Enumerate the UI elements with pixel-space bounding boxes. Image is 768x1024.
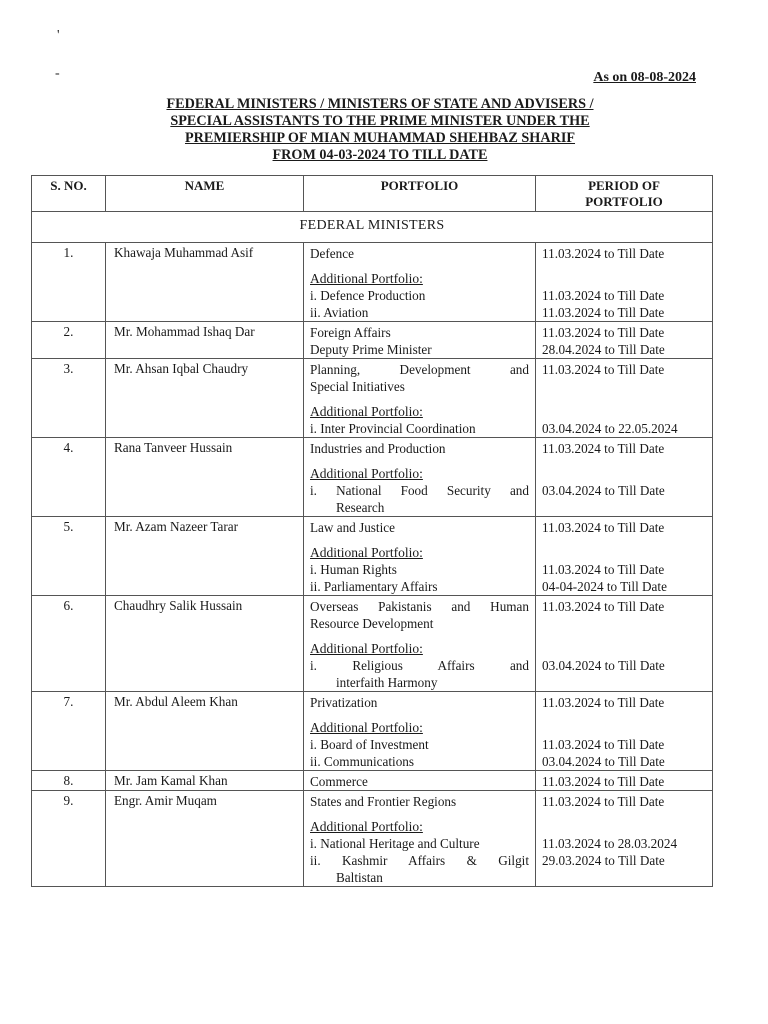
title-line-2: SPECIAL ASSISTANTS TO THE PRIME MINISTER UNDER THE xyxy=(170,113,590,129)
row-portfolio xyxy=(304,438,536,517)
ministers-table xyxy=(31,175,713,887)
row-name: Engr. Amir Muqam xyxy=(106,791,304,887)
portfolio-main: Commerce xyxy=(310,774,368,789)
portfolio-additional-1: i. Board of Investment xyxy=(310,737,429,752)
period-additional-1: 11.03.2024 to Till Date xyxy=(542,288,665,303)
section-title: FEDERAL MINISTERS xyxy=(32,212,713,243)
portfolio-additional-1: i. Religious Affairs and xyxy=(310,658,529,673)
row-period xyxy=(536,517,713,596)
row-portfolio xyxy=(304,359,536,438)
table-row xyxy=(32,596,713,692)
row-sno: 2. xyxy=(32,322,106,359)
title-line-4: FROM 04-03-2024 TO TILL DATE xyxy=(272,147,488,163)
portfolio-additional-1: i. Inter Provincial Coordination xyxy=(310,421,476,436)
period-additional-2: 11.03.2024 to Till Date xyxy=(542,305,665,320)
header-period-line-1: PERIOD OF xyxy=(588,178,660,193)
period-additional-2: 29.03.2024 to Till Date xyxy=(542,853,665,868)
portfolio-main: Defence xyxy=(310,246,354,261)
period-main: 11.03.2024 to Till Date xyxy=(542,325,665,340)
period-additional-1: 03.04.2024 to Till Date xyxy=(542,483,665,498)
additional-portfolio-label: Additional Portfolio: xyxy=(310,720,423,735)
portfolio-main: Planning, Development and xyxy=(310,362,529,377)
row-portfolio xyxy=(304,517,536,596)
row-period xyxy=(536,243,713,322)
portfolio-additional-1: i. Defence Production xyxy=(310,288,426,303)
scan-mark: ' xyxy=(57,28,60,43)
table-row xyxy=(32,322,713,359)
row-period xyxy=(536,791,713,887)
additional-portfolio-label: Additional Portfolio: xyxy=(310,641,423,656)
row-name: Khawaja Muhammad Asif xyxy=(106,243,304,322)
row-period xyxy=(536,596,713,692)
header-sno: S. NO. xyxy=(32,176,106,212)
period-additional-1: 03.04.2024 to Till Date xyxy=(542,658,665,673)
title-line-1: FEDERAL MINISTERS / MINISTERS OF STATE AND ADVISERS / xyxy=(166,96,594,112)
period-spacer xyxy=(542,544,708,561)
row-name: Chaudhry Salik Hussain xyxy=(106,596,304,692)
as-on-date: As on 08-08-2024 xyxy=(593,70,696,85)
additional-portfolio-label: Additional Portfolio: xyxy=(310,545,423,560)
row-portfolio xyxy=(304,596,536,692)
period-spacer xyxy=(542,818,708,835)
portfolio-additional-1: i. National Heritage and Culture xyxy=(310,836,480,851)
portfolio-additional-2: ii. Parliamentary Affairs xyxy=(310,579,438,594)
period-main: 11.03.2024 to Till Date xyxy=(542,599,665,614)
header-period xyxy=(536,176,713,212)
portfolio-additional-2: ii. Aviation xyxy=(310,305,369,320)
row-name: Mr. Ahsan Iqbal Chaudry xyxy=(106,359,304,438)
scan-dash: - xyxy=(55,66,60,81)
row-portfolio xyxy=(304,771,536,791)
period-spacer xyxy=(542,719,708,736)
row-name: Mr. Mohammad Ishaq Dar xyxy=(106,322,304,359)
row-sno: 9. xyxy=(32,791,106,887)
page-title xyxy=(70,96,690,164)
additional-portfolio-label: Additional Portfolio: xyxy=(310,466,423,481)
row-name: Rana Tanveer Hussain xyxy=(106,438,304,517)
row-sno: 7. xyxy=(32,692,106,771)
period-additional-1: 11.03.2024 to 28.03.2024 xyxy=(542,836,678,851)
period-spacer xyxy=(542,615,708,632)
portfolio-main: Industries and Production xyxy=(310,441,446,456)
period-additional-2: 03.04.2024 to Till Date xyxy=(542,754,665,769)
row-name: Mr. Abdul Aleem Khan xyxy=(106,692,304,771)
period-additional-1: 11.03.2024 to Till Date xyxy=(542,737,665,752)
period-additional-1: 03.04.2024 to 22.05.2024 xyxy=(542,421,678,436)
period-main: 11.03.2024 to Till Date xyxy=(542,774,665,789)
period-spacer xyxy=(542,270,708,287)
period-main: 11.03.2024 to Till Date xyxy=(542,520,665,535)
portfolio-main-2: Deputy Prime Minister xyxy=(310,342,432,357)
period-spacer xyxy=(542,378,708,395)
portfolio-additional-1: i. National Food Security and xyxy=(310,483,529,498)
period-main: 11.03.2024 to Till Date xyxy=(542,441,665,456)
row-portfolio xyxy=(304,243,536,322)
period-main: 11.03.2024 to Till Date xyxy=(542,794,665,809)
portfolio-additional-1-cont: interfaith Harmony xyxy=(336,675,438,690)
row-name: Mr. Jam Kamal Khan xyxy=(106,771,304,791)
additional-portfolio-label: Additional Portfolio: xyxy=(310,271,423,286)
additional-portfolio-label: Additional Portfolio: xyxy=(310,404,423,419)
period-main: 11.03.2024 to Till Date xyxy=(542,695,665,710)
table-header-row xyxy=(32,176,713,212)
period-spacer xyxy=(542,403,708,420)
row-period xyxy=(536,438,713,517)
header-period-line-2: PORTFOLIO xyxy=(585,194,663,209)
portfolio-main-cont: Special Initiatives xyxy=(310,379,405,394)
table-row xyxy=(32,438,713,517)
table-row xyxy=(32,771,713,791)
header-name: NAME xyxy=(106,176,304,212)
row-portfolio xyxy=(304,791,536,887)
header-portfolio: PORTFOLIO xyxy=(304,176,536,212)
portfolio-additional-2: ii. Communications xyxy=(310,754,415,769)
portfolio-main: States and Frontier Regions xyxy=(310,794,457,809)
period-main: 11.03.2024 to Till Date xyxy=(542,362,665,377)
row-sno: 3. xyxy=(32,359,106,438)
portfolio-additional-2-cont: Baltistan xyxy=(336,870,383,885)
period-main-2: 28.04.2024 to Till Date xyxy=(542,342,665,357)
row-sno: 8. xyxy=(32,771,106,791)
table-row xyxy=(32,243,713,322)
table-row xyxy=(32,517,713,596)
section-row xyxy=(32,212,713,243)
table-row xyxy=(32,791,713,887)
period-additional-2: 04-04-2024 to Till Date xyxy=(542,579,667,594)
portfolio-main-cont: Resource Development xyxy=(310,616,434,631)
row-sno: 1. xyxy=(32,243,106,322)
portfolio-main: Privatization xyxy=(310,695,378,710)
row-sno: 6. xyxy=(32,596,106,692)
table-row xyxy=(32,359,713,438)
portfolio-additional-1-cont: Research xyxy=(336,500,385,515)
period-spacer xyxy=(542,640,708,657)
row-period xyxy=(536,692,713,771)
portfolio-additional-1: i. Human Rights xyxy=(310,562,397,577)
additional-portfolio-label: Additional Portfolio: xyxy=(310,819,423,834)
table-row xyxy=(32,692,713,771)
portfolio-additional-2: ii. Kashmir Affairs & Gilgit xyxy=(310,853,529,868)
row-portfolio xyxy=(304,322,536,359)
title-line-3: PREMIERSHIP OF MIAN MUHAMMAD SHEHBAZ SHARIF xyxy=(184,130,576,146)
row-portfolio xyxy=(304,692,536,771)
row-sno: 5. xyxy=(32,517,106,596)
portfolio-main: Overseas Pakistanis and Human xyxy=(310,599,529,614)
row-period xyxy=(536,322,713,359)
portfolio-main: Law and Justice xyxy=(310,520,395,535)
portfolio-main: Foreign Affairs xyxy=(310,325,391,340)
row-period xyxy=(536,771,713,791)
row-period xyxy=(536,359,713,438)
period-additional-1: 11.03.2024 to Till Date xyxy=(542,562,665,577)
period-main: 11.03.2024 to Till Date xyxy=(542,246,665,261)
row-name: Mr. Azam Nazeer Tarar xyxy=(106,517,304,596)
row-sno: 4. xyxy=(32,438,106,517)
period-spacer xyxy=(542,465,708,482)
